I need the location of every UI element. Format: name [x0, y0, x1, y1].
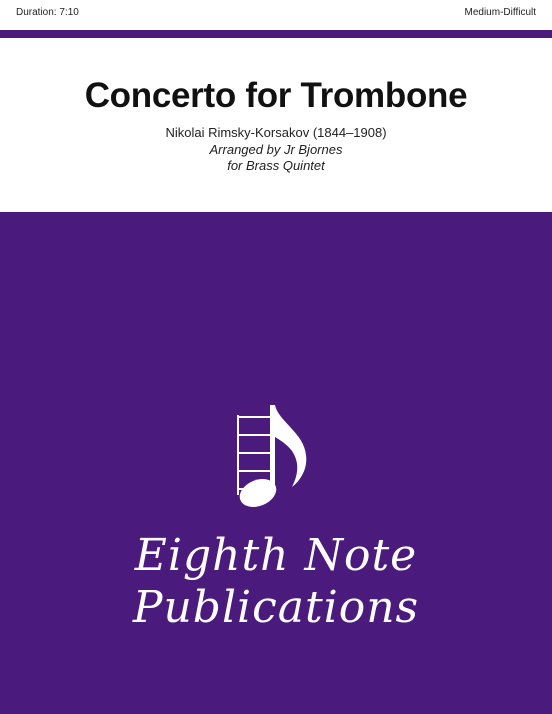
instrumentation-label: for Brass Quintet — [227, 158, 325, 173]
arranger-credit: Arranged by Jr Bjornes — [209, 142, 343, 157]
eighth-note-icon — [226, 403, 316, 515]
publisher-name-line2: Publications — [132, 582, 420, 633]
duration-label: Duration: 7:10 — [16, 7, 79, 18]
difficulty-label: Medium-Difficult — [464, 7, 536, 18]
composer-credit: Nikolai Rimsky-Korsakov (1844–1908) — [165, 125, 387, 140]
piece-title: Concerto for Trombone — [84, 76, 468, 115]
top-divider — [0, 30, 552, 38]
publisher-name-line1: Eighth Note — [134, 530, 418, 581]
